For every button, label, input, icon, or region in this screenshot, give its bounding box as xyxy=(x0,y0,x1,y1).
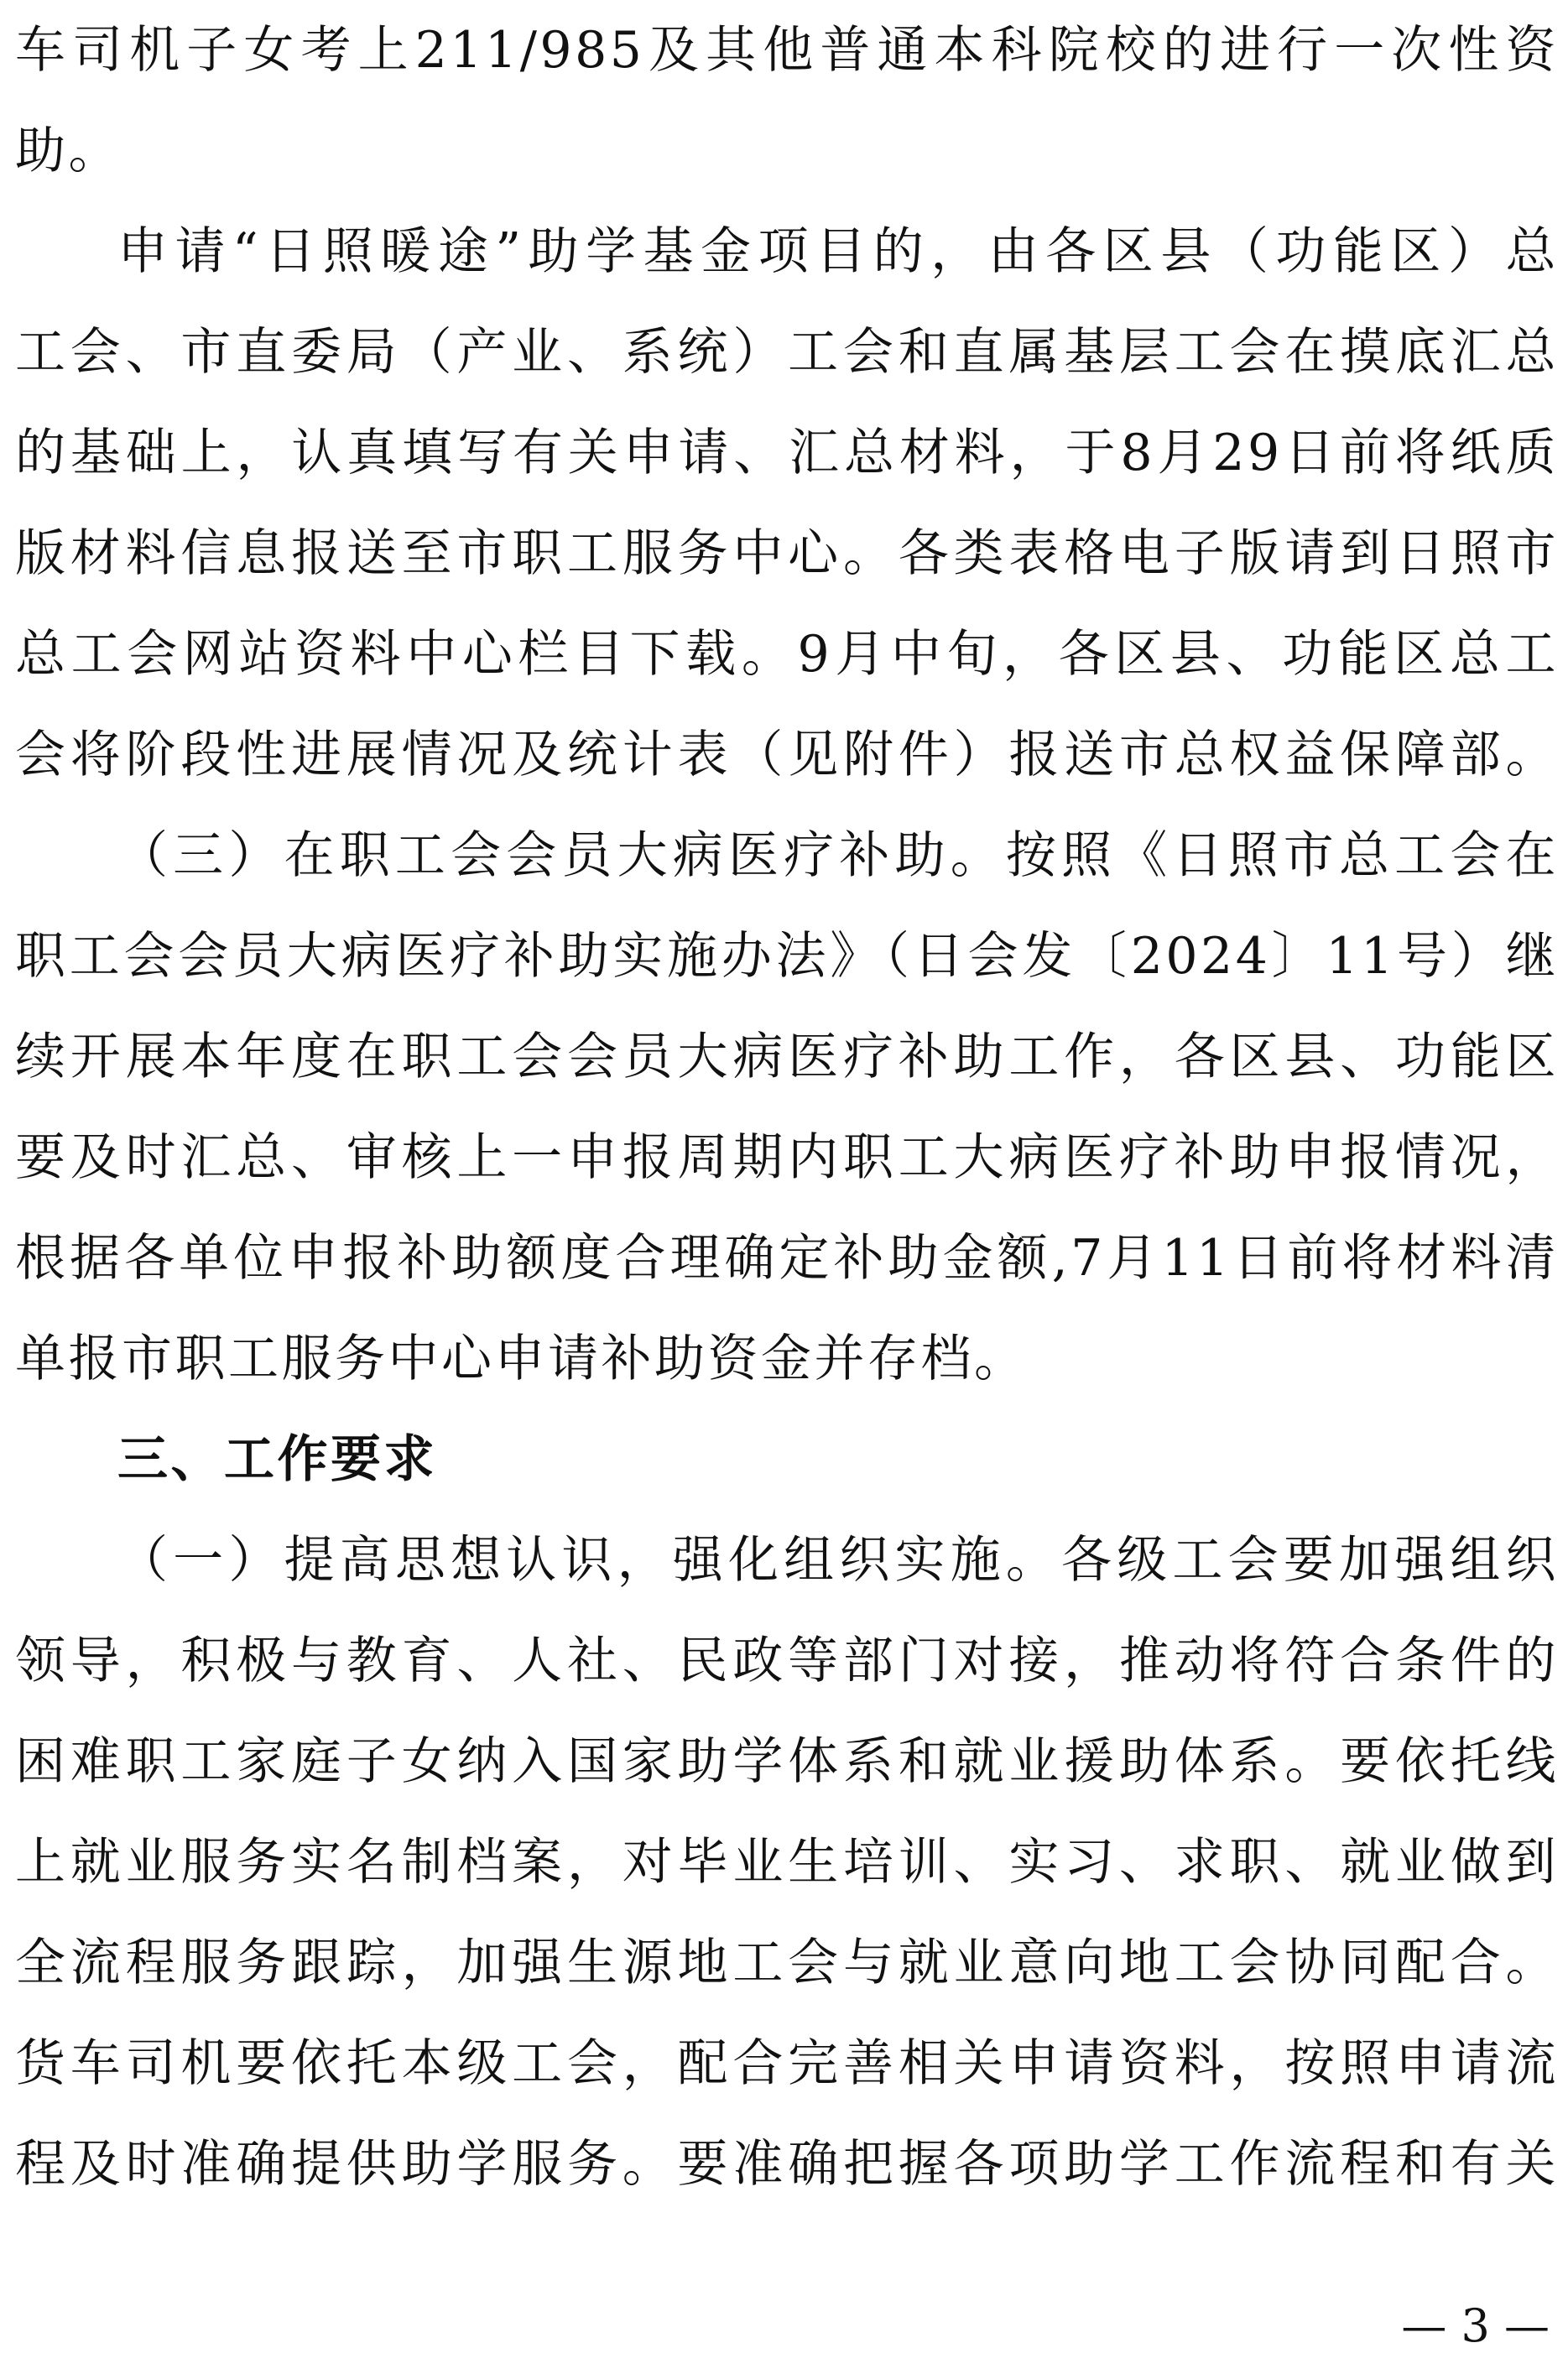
body-line: 困难职工家庭子女纳入国家助学体系和就业援助体系。要依托线 xyxy=(15,1732,1559,1791)
body-line: 要及时汇总、审核上一申报周期内职工大病医疗补助申报情况， xyxy=(15,1128,1559,1187)
body-line: 车司机子女考上211/985及其他普通本科院校的进行一次性资 xyxy=(15,21,1559,80)
body-line: 全流程服务跟踪，加强生源地工会与就业意向地工会协同配合。 xyxy=(15,1934,1559,1992)
body-line: 版材料信息报送至市职工服务中心。各类表格电子版请到日照市 xyxy=(15,524,1559,583)
section-heading: 三、工作要求 xyxy=(117,1430,437,1489)
body-line: （三）在职工会会员大病医疗补助。按照《日照市总工会在 xyxy=(117,826,1559,885)
body-line: 单报市职工服务中心申请补助资金并存档。 xyxy=(15,1330,1028,1388)
body-line: （一）提高思想认识，强化组织实施。各级工会要加强组织 xyxy=(117,1531,1559,1590)
body-line: 的基础上，认真填写有关申请、汇总材料，于8月29日前将纸质 xyxy=(15,424,1559,482)
body-line: 总工会网站资料中心栏目下载。9月中旬，各区县、功能区总工 xyxy=(15,625,1559,684)
body-line: 续开展本年度在职工会会员大病医疗补助工作，各区县、功能区 xyxy=(15,1028,1559,1086)
body-line: 上就业服务实名制档案，对毕业生培训、实习、求职、就业做到 xyxy=(15,1833,1559,1892)
document-page xyxy=(15,0,1559,2374)
body-line: 根据各单位申报补助额度合理确定补助金额,7月11日前将材料清 xyxy=(15,1229,1559,1288)
body-line: 工会、市直委局（产业、系统）工会和直属基层工会在摸底汇总 xyxy=(15,323,1559,382)
body-line: 申请“日照暖途”助学基金项目的，由各区县（功能区）总 xyxy=(117,222,1559,281)
body-line: 职工会会员大病医疗补助实施办法》（日会发〔2024〕11号）继 xyxy=(15,927,1559,986)
body-line: 领导，积极与教育、人社、民政等部门对接，推动将符合条件的 xyxy=(15,1632,1559,1690)
page-number: — 3 — xyxy=(1401,2299,1550,2352)
body-line: 助。 xyxy=(15,122,122,180)
body-line: 会将阶段性进展情况及统计表（见附件）报送市总权益保障部。 xyxy=(15,726,1559,784)
body-line: 货车司机要依托本级工会，配合完善相关申请资料，按照申请流 xyxy=(15,2034,1559,2093)
body-line: 程及时准确提供助学服务。要准确把握各项助学工作流程和有关 xyxy=(15,2135,1559,2194)
